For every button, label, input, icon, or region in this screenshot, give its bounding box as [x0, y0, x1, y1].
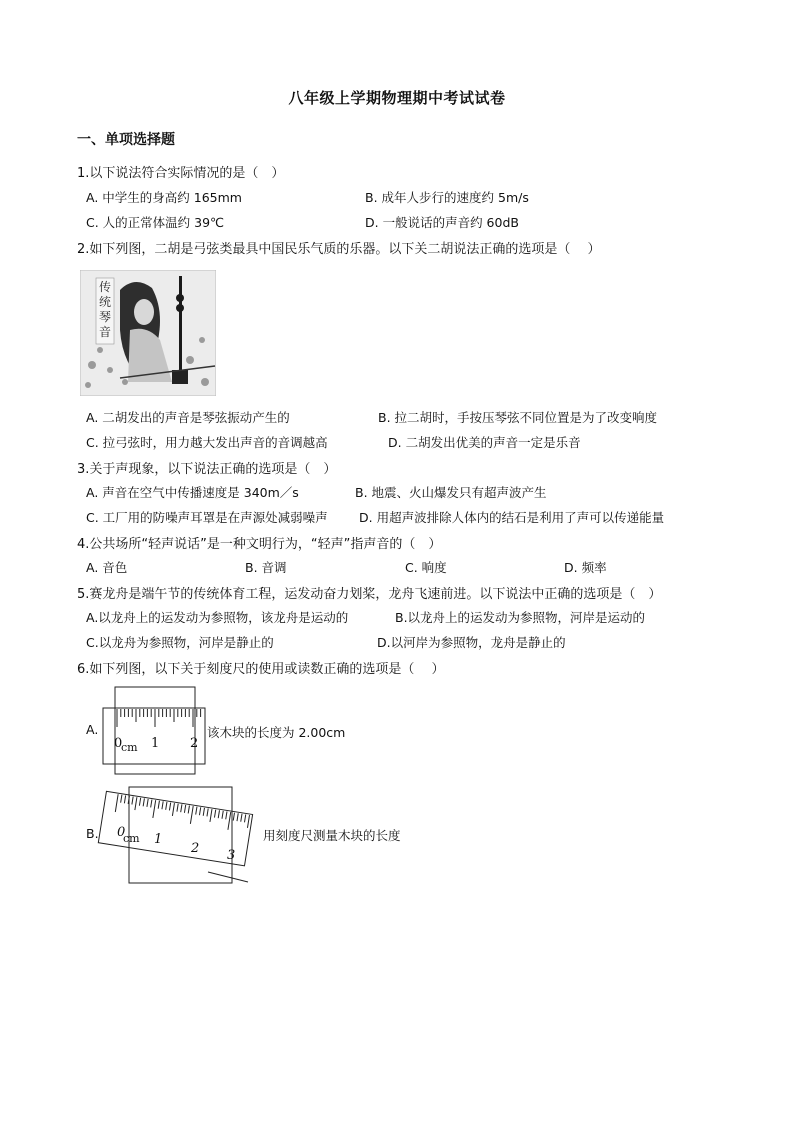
question-1-option-c: C. 人的正常体温约 39℃: [86, 215, 225, 230]
ruler-a-label-1: 1: [151, 736, 160, 751]
ruler-tick: [151, 800, 152, 808]
ruler-tick: [153, 800, 156, 818]
ruler-tick: [244, 814, 245, 822]
question-6-option-b-label: B.: [86, 826, 99, 841]
question-2-stem: 2.如下列图，二胡是弓弦类最具中国民乐气质的乐器。以下关二胡说法正确的选项是（ ）: [77, 242, 601, 257]
ruler-tick: [135, 797, 137, 810]
ruler-a-label-0: 0: [114, 736, 123, 751]
erhu-photo-text: 传统琴音: [98, 280, 111, 339]
ruler-b-label-0: 0: [117, 825, 126, 840]
ruler-tick: [162, 801, 163, 809]
ruler-tick: [169, 803, 170, 811]
ruler-tick: [172, 803, 174, 816]
question-2-option-d: D. 二胡发出优美的声音一定是乐音: [388, 435, 581, 450]
question-5-stem: 5.赛龙舟是端午节的传统体育工程，运发动奋力划桨，龙舟飞速前进。以下说法中正确的选项是（ ）: [77, 587, 662, 602]
question-4-option-b: B. 音调: [245, 560, 287, 575]
ruler-b-label-2: 2: [191, 841, 200, 856]
ruler-b-label-3: 3: [227, 848, 236, 863]
ruler-tick: [241, 814, 242, 822]
question-3-option-a: A. 声音在空气中传播速度是 340m／s: [86, 485, 299, 500]
ruler-tick: [166, 802, 167, 810]
ruler-tick: [210, 809, 212, 822]
question-3-stem: 3.关于声现象，以下说法正确的选项是（ ）: [77, 462, 337, 477]
ruler-b-label-1: 1: [154, 832, 163, 847]
ruler-b-unit: cm: [123, 832, 140, 845]
ruler-tick: [177, 804, 178, 812]
section-heading: 一、单项选择题: [77, 132, 175, 148]
ruler-tick: [199, 807, 200, 815]
question-5-option-d: D.以河岸为参照物，龙舟是静止的: [377, 635, 566, 650]
question-4-stem: 4.公共场所“轻声说话”是一种文明行为，“轻声”指声音的（ ）: [77, 537, 442, 552]
ruler-figure-b: [96, 786, 266, 888]
ruler-tick: [226, 811, 227, 819]
ruler-a-unit: cm: [121, 741, 138, 754]
question-6-caption-b: 用刻度尺测量木块的长度: [263, 828, 401, 843]
ruler-tick: [121, 795, 122, 803]
question-6-caption-a: 该木块的长度为 2.00cm: [207, 725, 346, 740]
ruler-tick: [207, 808, 208, 816]
question-6-option-a-label: A.: [86, 722, 99, 737]
question-1-option-b: B. 成年人步行的速度约 5m/s: [365, 190, 529, 205]
question-4-option-c: C. 响度: [405, 560, 447, 575]
ruler-tick: [124, 795, 125, 803]
ruler-tick: [139, 798, 140, 806]
question-2-option-c: C. 拉弓弦时，用力越大发出声音的音调越高: [86, 435, 328, 450]
question-4-option-d: D. 频率: [564, 560, 607, 575]
question-6-stem: 6.如下列图，以下关于刻度尺的使用或读数正确的选项是（ ）: [77, 662, 445, 677]
ruler-tick: [190, 806, 193, 824]
ruler-tick: [237, 813, 238, 821]
ruler-tick: [214, 810, 215, 818]
ruler-tick: [228, 812, 231, 830]
question-1-option-d: D. 一般说话的声音约 60dB: [365, 215, 519, 230]
ruler-tick: [247, 815, 249, 828]
ruler-tick: [188, 806, 189, 814]
ruler-a-label-2: 2: [190, 736, 199, 751]
ruler-tick: [196, 807, 197, 815]
ruler-tick: [203, 808, 204, 816]
ruler-tick: [115, 794, 118, 812]
ruler-tick: [222, 811, 223, 819]
question-5-option-c: C.以龙舟为参照物，河岸是静止的: [86, 635, 274, 650]
question-2-option-b: B. 拉二胡时，手按压琴弦不同位置是为了改变响度: [378, 410, 658, 425]
ruler-tick: [233, 813, 234, 821]
ruler-tick: [184, 805, 185, 813]
question-1-option-a: A. 中学生的身高约 165mm: [86, 190, 242, 205]
question-3-option-b: B. 地震、火山爆发只有超声波产生: [355, 485, 547, 500]
ruler-tick: [158, 801, 159, 809]
ruler-tick: [181, 804, 182, 812]
question-3-option-d: D. 用超声波排除人体内的结石是利用了声可以传递能量: [359, 510, 665, 525]
question-3-option-c: C. 工厂用的防噪声耳罩是在声源处减弱噪声: [86, 510, 328, 525]
question-5-option-b: B.以龙舟上的运发动为参照物，河岸是运动的: [395, 610, 646, 625]
question-2-option-a: A. 二胡发出的声音是琴弦振动产生的: [86, 410, 290, 425]
erhu-photo: [80, 270, 216, 396]
question-1-stem: 1.以下说法符合实际情况的是（ ）: [77, 166, 285, 181]
ruler-tick: [147, 799, 148, 807]
ruler-tick: [143, 798, 144, 806]
question-4-option-a: A. 音色: [86, 560, 128, 575]
page-title: 八年级上学期物理期中考试试卷: [288, 89, 506, 107]
ruler-tick: [218, 810, 219, 818]
question-5-option-a: A.以龙舟上的运发动为参照物，该龙舟是运动的: [86, 610, 349, 625]
ruler-tick: [132, 797, 133, 805]
ruler-figure-a: [100, 686, 210, 778]
